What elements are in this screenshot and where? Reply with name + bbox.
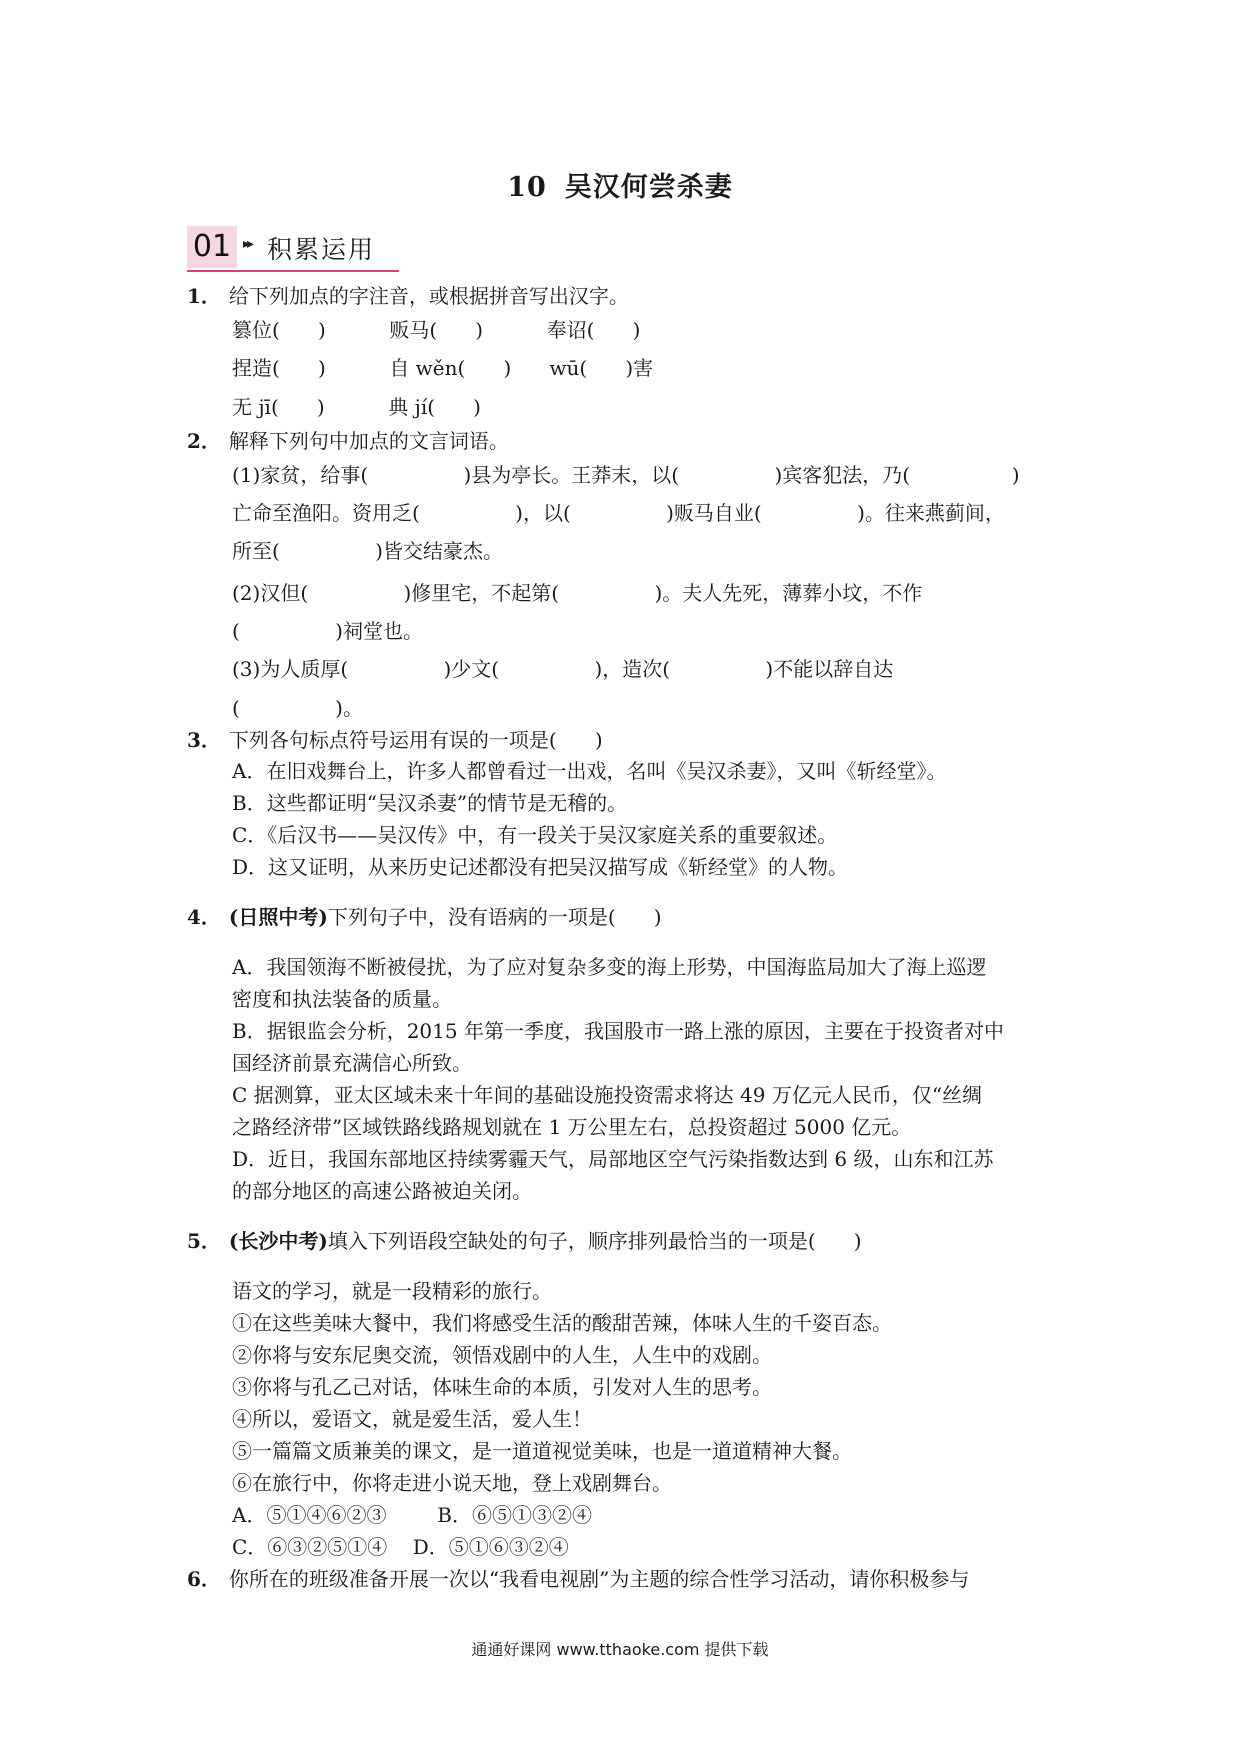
text-line bbox=[232, 1277, 552, 1305]
text-line bbox=[232, 1145, 993, 1173]
line-text: ④所以，爱语文，就是爱生活，爱人生！ bbox=[232, 1407, 592, 1431]
question-source: (日照中考) bbox=[228, 905, 328, 929]
text-line bbox=[232, 1437, 852, 1465]
line-text: C．⑥③②⑤①④ D．⑤①⑥③②④ bbox=[232, 1535, 569, 1559]
line-text: 所至( )皆交结豪杰。 bbox=[232, 539, 503, 563]
line-text: ⑤一篇篇文质兼美的课文，是一道道视觉美味，也是一道道精神大餐。 bbox=[232, 1439, 852, 1463]
section-number: 01 bbox=[187, 226, 237, 268]
line-text: 国经济前景充满信心所致。 bbox=[232, 1051, 472, 1075]
text-line bbox=[232, 1081, 982, 1109]
text-line bbox=[232, 1533, 569, 1561]
line-text: A．我国领海不断被侵扰，为了应对复杂多变的海上形势，中国海监局加大了海上巡逻 bbox=[232, 955, 987, 979]
text-line bbox=[232, 499, 1005, 527]
line-text: D．这又证明，从来历史记述都没有把吴汉描写成《斩经堂》的人物。 bbox=[232, 855, 849, 879]
line-text: 下列各句标点符号运用有误的一项是( ) bbox=[228, 728, 603, 752]
question-number: 3． bbox=[187, 728, 221, 752]
question-number: 4． bbox=[187, 905, 221, 929]
text-line bbox=[232, 821, 837, 849]
line-text: ⑥在旅行中，你将走进小说天地，登上戏剧舞台。 bbox=[232, 1471, 672, 1495]
question-source: (长沙中考) bbox=[228, 1229, 328, 1253]
text-line bbox=[232, 617, 423, 645]
text-line bbox=[232, 1177, 532, 1205]
text-line bbox=[232, 1049, 472, 1077]
line-text: ③你将与孔乙己对话，体味生命的本质，引发对人生的思考。 bbox=[232, 1375, 772, 1399]
line-text: 亡命至渔阳。资用乏( )，以( )贩马自业( )。往来燕蓟间， bbox=[232, 501, 1005, 525]
footer-text: 通通好课网 www.tthaoke.com 提供下载 bbox=[471, 1640, 769, 1659]
line-text: 捏造( ) 自 wěn( ) wū( )害 bbox=[232, 356, 654, 380]
question-line bbox=[187, 903, 662, 931]
text-line bbox=[232, 985, 452, 1013]
question-number: 1． bbox=[187, 284, 221, 308]
question-line bbox=[187, 1565, 969, 1593]
text-line bbox=[232, 789, 627, 817]
text-line bbox=[232, 461, 1020, 489]
line-text: ( )。 bbox=[232, 696, 363, 720]
line-text: (3)为人质厚( )少文( )，造次( )不能以辞自达 bbox=[232, 657, 894, 681]
double-arrow-icon: ▸▸ bbox=[243, 236, 252, 252]
question-line bbox=[187, 726, 603, 754]
line-text: ②你将与安东尼奥交流，领悟戏剧中的人生，人生中的戏剧。 bbox=[232, 1343, 772, 1367]
line-text: 的部分地区的高速公路被迫关闭。 bbox=[232, 1179, 532, 1203]
page-title bbox=[0, 165, 1240, 204]
line-text: (1)家贫，给事( )县为亭长。王莽末，以( )宾客犯法，乃( ) bbox=[232, 463, 1020, 487]
line-text: A．⑤①④⑥②③ B．⑥⑤①③②④ bbox=[232, 1503, 592, 1527]
question-number: 2． bbox=[187, 429, 221, 453]
line-text: 篡位( ) 贩马( ) 奉诏( ) bbox=[232, 318, 641, 342]
line-text: C．《后汉书——吴汉传》中，有一段关于吴汉家庭关系的重要叙述。 bbox=[232, 823, 838, 847]
line-text: ( )祠堂也。 bbox=[232, 619, 423, 643]
line-text: 你所在的班级准备开展一次以“我看电视剧”为主题的综合性学习活动，请你积极参与 bbox=[228, 1567, 970, 1591]
question-number: 6． bbox=[187, 1567, 221, 1591]
text-line bbox=[232, 1017, 1004, 1045]
text-line bbox=[232, 393, 481, 421]
line-text: 语文的学习，就是一段精彩的旅行。 bbox=[232, 1279, 552, 1303]
text-line bbox=[232, 1113, 911, 1141]
text-line bbox=[232, 1405, 592, 1433]
line-text: 之路经济带”区域铁路线路规划就在 1 万公里左右，总投资超过 5000 亿元。 bbox=[232, 1115, 912, 1139]
line-text: 密度和执法装备的质量。 bbox=[232, 987, 452, 1011]
line-text: (2)汉但( )修里宅，不起第( )。夫人先死，薄葬小坟，不作 bbox=[232, 581, 923, 605]
lesson-number: 10 bbox=[507, 172, 547, 203]
line-text: C 据测算，亚太区域未来十年间的基础设施投资需求将达 49 万亿元人民币，仅“丝绸 bbox=[232, 1083, 983, 1107]
line-text: ①在这些美味大餐中，我们将感受生活的酸甜苦辣，体味人生的千姿百态。 bbox=[232, 1311, 892, 1335]
line-text: 无 jī( ) 典 jí( ) bbox=[232, 395, 481, 419]
question-number: 5． bbox=[187, 1229, 221, 1253]
line-text: D．近日，我国东部地区持续雾霾天气，局部地区空气污染指数达到 6 级，山东和江苏 bbox=[232, 1147, 994, 1171]
lesson-title: 吴汉何尝杀妻 bbox=[564, 172, 733, 203]
text-line bbox=[232, 853, 848, 881]
section-underline bbox=[187, 270, 399, 272]
question-line bbox=[187, 427, 509, 455]
line-text: 下列句子中，没有语病的一项是( ) bbox=[327, 905, 662, 929]
text-line bbox=[232, 537, 503, 565]
section-label: 积累运用 bbox=[267, 235, 376, 264]
text-line bbox=[232, 757, 946, 785]
text-line bbox=[232, 953, 986, 981]
text-line bbox=[232, 694, 363, 722]
text-line bbox=[232, 655, 893, 683]
text-line bbox=[232, 579, 922, 607]
line-text: 解释下列句中加点的文言词语。 bbox=[228, 429, 509, 453]
text-line bbox=[232, 1469, 672, 1497]
question-line bbox=[187, 1227, 862, 1255]
text-line bbox=[232, 1501, 592, 1529]
text-line bbox=[232, 1341, 772, 1369]
line-text: B．这些都证明“吴汉杀妻”的情节是无稽的。 bbox=[232, 791, 628, 815]
text-line bbox=[232, 354, 653, 382]
line-text: A．在旧戏舞台上，许多人都曾看过一出戏，名叫《吴汉杀妻》，又叫《斩经堂》。 bbox=[232, 759, 947, 783]
text-line bbox=[232, 316, 640, 344]
text-line bbox=[232, 1309, 892, 1337]
text-line bbox=[232, 1373, 772, 1401]
line-text: 给下列加点的字注音，或根据拼音写出汉字。 bbox=[228, 284, 629, 308]
question-line bbox=[187, 282, 629, 310]
line-text: B．据银监会分析，2015 年第一季度，我国股市一路上涨的原因，主要在于投资者对中 bbox=[232, 1019, 1004, 1043]
line-text: 填入下列语段空缺处的句子，顺序排列最恰当的一项是( ) bbox=[327, 1229, 862, 1253]
